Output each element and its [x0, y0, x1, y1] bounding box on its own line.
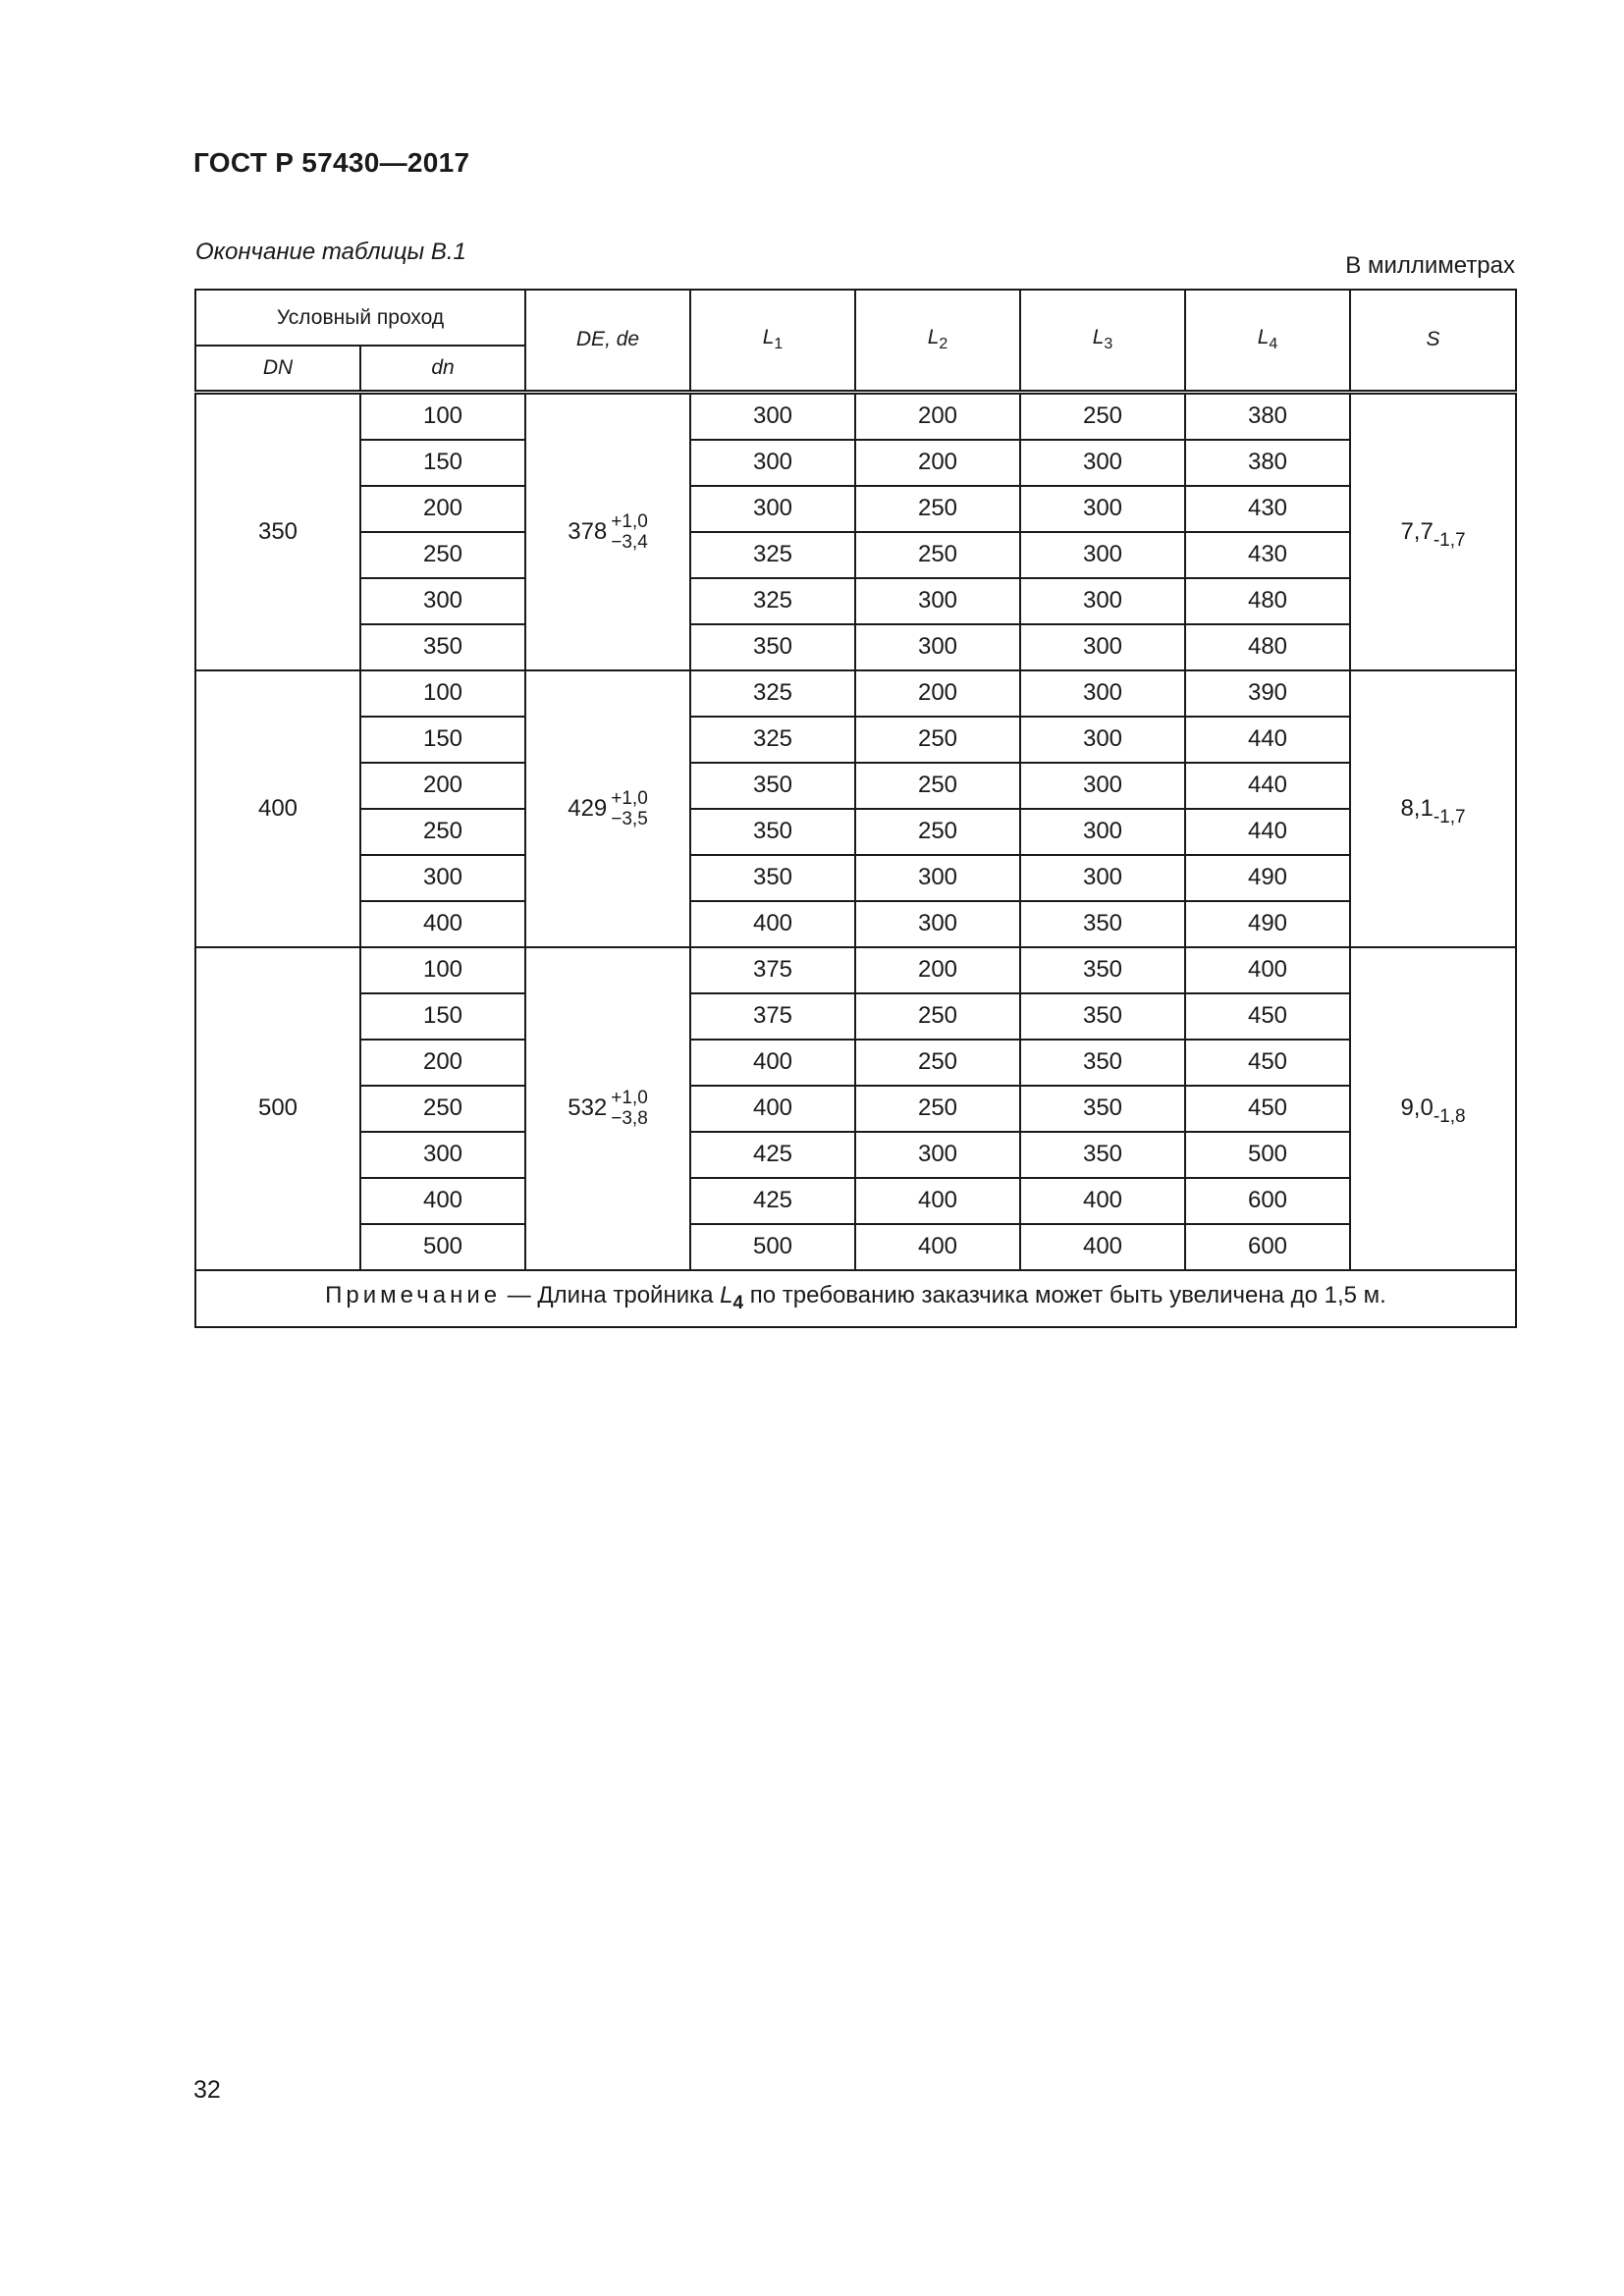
cell-l3: 300	[1020, 624, 1185, 670]
page-number: 32	[193, 2076, 221, 2104]
cell-dn-small: 400	[360, 901, 525, 947]
cell-dn: 350	[195, 392, 360, 670]
cell-dn-small: 500	[360, 1224, 525, 1270]
cell-l3: 300	[1020, 486, 1185, 532]
cell-l4: 600	[1185, 1224, 1350, 1270]
s-tolerance: -1,7	[1433, 529, 1466, 551]
cell-l2: 250	[855, 486, 1020, 532]
cell-l1: 350	[690, 855, 855, 901]
cell-dn-small: 250	[360, 809, 525, 855]
cell-l3: 350	[1020, 1132, 1185, 1178]
cell-l1: 400	[690, 1086, 855, 1132]
table-row	[195, 670, 1516, 717]
table-body	[195, 392, 1516, 1270]
note-dash: —	[501, 1282, 538, 1309]
dimensions-table	[194, 289, 1517, 1328]
cell-l2: 250	[855, 717, 1020, 763]
table-row	[195, 763, 1516, 809]
cell-dn-small: 250	[360, 532, 525, 578]
table-row	[195, 947, 1516, 993]
cell-l1: 300	[690, 392, 855, 440]
cell-l4: 440	[1185, 809, 1350, 855]
cell-l4: 450	[1185, 1040, 1350, 1086]
table-row	[195, 532, 1516, 578]
de-plus-tolerance: +1,0	[611, 787, 648, 809]
cell-l3: 300	[1020, 809, 1185, 855]
cell-l3: 350	[1020, 901, 1185, 947]
de-minus-tolerance: −3,5	[611, 808, 648, 829]
cell-l3: 300	[1020, 578, 1185, 624]
cell-l1: 425	[690, 1178, 855, 1224]
cell-dn-small: 250	[360, 1086, 525, 1132]
cell-dn-small: 150	[360, 993, 525, 1040]
header-dn: DN	[195, 346, 360, 392]
cell-s	[1350, 670, 1516, 947]
table-row	[195, 1040, 1516, 1086]
table-row	[195, 717, 1516, 763]
cell-l3: 300	[1020, 717, 1185, 763]
cell-l1: 350	[690, 763, 855, 809]
cell-l1: 325	[690, 670, 855, 717]
header-l4: $L_4$	[1185, 290, 1350, 392]
cell-l1: 325	[690, 578, 855, 624]
header-nominal-bore: Условный проход	[195, 290, 525, 346]
cell-dn: 400	[195, 670, 360, 947]
cell-dn-small: 200	[360, 486, 525, 532]
cell-l1: 500	[690, 1224, 855, 1270]
cell-l4: 600	[1185, 1178, 1350, 1224]
cell-l2: 250	[855, 993, 1020, 1040]
cell-l2: 200	[855, 392, 1020, 440]
cell-l1: 350	[690, 809, 855, 855]
document-id: ГОСТ Р 57430—2017	[193, 147, 470, 178]
cell-dn: 500	[195, 947, 360, 1270]
cell-de	[525, 947, 690, 1270]
header-dn-small: dn	[360, 346, 525, 392]
cell-l2: 400	[855, 1224, 1020, 1270]
cell-l1: 350	[690, 624, 855, 670]
cell-dn-small: 300	[360, 855, 525, 901]
de-value: 378	[568, 517, 608, 545]
cell-l2: 200	[855, 670, 1020, 717]
cell-l4: 400	[1185, 947, 1350, 993]
cell-dn-small: 350	[360, 624, 525, 670]
cell-l3: 300	[1020, 763, 1185, 809]
cell-l4: 500	[1185, 1132, 1350, 1178]
cell-l3: 300	[1020, 532, 1185, 578]
cell-l4: 490	[1185, 901, 1350, 947]
header-l1: $L_1$	[690, 290, 855, 392]
cell-l3: 350	[1020, 993, 1185, 1040]
cell-l1: 300	[690, 440, 855, 486]
s-tolerance: -1,7	[1433, 806, 1466, 828]
header-l2: $L_2$	[855, 290, 1020, 392]
cell-l2: 250	[855, 1040, 1020, 1086]
cell-l1: 425	[690, 1132, 855, 1178]
cell-l4: 440	[1185, 763, 1350, 809]
table-row	[195, 993, 1516, 1040]
table-row	[195, 1224, 1516, 1270]
table-row	[195, 901, 1516, 947]
table-row	[195, 809, 1516, 855]
cell-l1: 325	[690, 532, 855, 578]
cell-l3: 350	[1020, 1086, 1185, 1132]
cell-s	[1350, 392, 1516, 670]
s-tolerance: -1,8	[1433, 1106, 1466, 1127]
table-row	[195, 1086, 1516, 1132]
cell-dn-small: 100	[360, 947, 525, 993]
table-row	[195, 486, 1516, 532]
cell-l4: 380	[1185, 392, 1350, 440]
cell-dn-small: 150	[360, 440, 525, 486]
table-row	[195, 624, 1516, 670]
cell-l2: 300	[855, 901, 1020, 947]
cell-l2: 250	[855, 1086, 1020, 1132]
cell-l2: 300	[855, 855, 1020, 901]
cell-dn-small: 300	[360, 578, 525, 624]
de-minus-tolerance: −3,4	[611, 531, 648, 553]
cell-dn-small: 150	[360, 717, 525, 763]
de-minus-tolerance: −3,8	[611, 1108, 648, 1129]
cell-l4: 430	[1185, 486, 1350, 532]
cell-de	[525, 392, 690, 670]
s-value: 8,1	[1400, 794, 1434, 822]
de-value: 532	[568, 1095, 608, 1121]
cell-dn-small: 100	[360, 670, 525, 717]
table-row	[195, 440, 1516, 486]
header-s: S	[1350, 290, 1516, 392]
note-text-after: по требованию заказчика может быть увеличена до 1,5 м.	[743, 1282, 1386, 1309]
units-label: В миллиметрах	[1345, 252, 1515, 279]
table-row	[195, 1132, 1516, 1178]
cell-l2: 250	[855, 809, 1020, 855]
cell-de	[525, 670, 690, 947]
cell-l1: 400	[690, 1040, 855, 1086]
cell-l2: 200	[855, 440, 1020, 486]
cell-l3: 300	[1020, 440, 1185, 486]
cell-l3: 350	[1020, 947, 1185, 993]
note-label: Примечание	[325, 1282, 502, 1309]
s-value: 7,7	[1400, 517, 1434, 545]
cell-l4: 480	[1185, 624, 1350, 670]
cell-l3: 300	[1020, 855, 1185, 901]
cell-l4: 450	[1185, 1086, 1350, 1132]
cell-l4: 440	[1185, 717, 1350, 763]
cell-l1: 375	[690, 947, 855, 993]
s-value: 9,0	[1400, 1095, 1434, 1121]
cell-l4: 430	[1185, 532, 1350, 578]
cell-l4: 490	[1185, 855, 1350, 901]
cell-dn-small: 200	[360, 763, 525, 809]
header-l3: $L_3$	[1020, 290, 1185, 392]
cell-l2: 300	[855, 578, 1020, 624]
cell-dn-small: 100	[360, 392, 525, 440]
cell-dn-small: 300	[360, 1132, 525, 1178]
table-row	[195, 392, 1516, 440]
de-value: 429	[568, 794, 608, 822]
cell-l2: 250	[855, 763, 1020, 809]
note-symbol: $L_4$	[720, 1282, 744, 1313]
de-plus-tolerance: +1,0	[611, 510, 648, 532]
cell-dn-small: 400	[360, 1178, 525, 1224]
table-row	[195, 1178, 1516, 1224]
table-caption: Окончание таблицы В.1	[195, 239, 466, 265]
cell-l2: 200	[855, 947, 1020, 993]
cell-l2: 400	[855, 1178, 1020, 1224]
note-text-before: Длина тройника	[537, 1282, 721, 1309]
table-row	[195, 855, 1516, 901]
cell-l4: 390	[1185, 670, 1350, 717]
cell-l2: 300	[855, 624, 1020, 670]
cell-dn-small: 200	[360, 1040, 525, 1086]
cell-l4: 380	[1185, 440, 1350, 486]
cell-l1: 325	[690, 717, 855, 763]
de-plus-tolerance: +1,0	[611, 1088, 648, 1108]
cell-l4: 480	[1185, 578, 1350, 624]
cell-l4: 450	[1185, 993, 1350, 1040]
cell-l2: 250	[855, 532, 1020, 578]
table-row	[195, 578, 1516, 624]
cell-l2: 300	[855, 1132, 1020, 1178]
cell-l3: 400	[1020, 1178, 1185, 1224]
cell-s	[1350, 947, 1516, 1270]
table-note	[195, 1270, 1516, 1327]
cell-l1: 400	[690, 901, 855, 947]
header-de: DE, de	[525, 290, 690, 392]
cell-l1: 375	[690, 993, 855, 1040]
cell-l3: 350	[1020, 1040, 1185, 1086]
cell-l3: 400	[1020, 1224, 1185, 1270]
cell-l3: 250	[1020, 392, 1185, 440]
cell-l1: 300	[690, 486, 855, 532]
cell-l3: 300	[1020, 670, 1185, 717]
